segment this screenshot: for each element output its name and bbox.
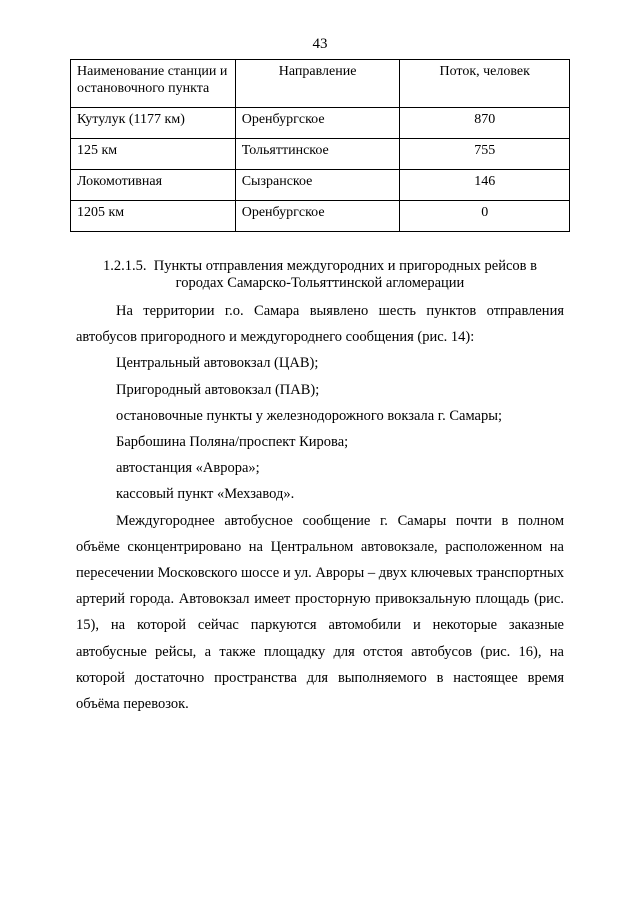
table-row <box>71 139 570 170</box>
cell-flow: 755 <box>400 139 570 170</box>
cell-station: Кутулук (1177 км) <box>71 108 236 139</box>
cell-direction: Сызранское <box>235 170 400 201</box>
section-number: 1.2.1.5. <box>103 258 147 274</box>
cell-station: 125 км <box>71 139 236 170</box>
station-flow-table <box>70 59 570 232</box>
cell-flow: 0 <box>400 201 570 232</box>
cell-station: Локомотивная <box>71 170 236 201</box>
list-item: Центральный автовокзал (ЦАВ); <box>116 355 319 372</box>
list-item: автостанция «Аврора»; <box>116 460 260 477</box>
header-direction: Направление <box>235 60 400 108</box>
table-header-row <box>71 60 570 108</box>
cell-station: 1205 км <box>71 201 236 232</box>
cell-direction: Тольяттинское <box>235 139 400 170</box>
table-row <box>71 170 570 201</box>
cell-flow: 146 <box>400 170 570 201</box>
header-flow: Поток, человек <box>400 60 570 108</box>
list-item: Барбошина Поляна/проспект Кирова; <box>116 434 349 451</box>
cell-direction: Оренбургское <box>235 201 400 232</box>
section-title-line2: городах Самарско-Тольяттинской агломерации <box>175 275 465 291</box>
header-station: Наименование станции и остановочного пункта <box>71 60 236 108</box>
table-row <box>71 108 570 139</box>
intro-paragraph: На территории г.о. Самара выявлено шесть пунктов отправления автобусов пригородного и междугороднего сообщения (рис. 14): <box>76 303 564 346</box>
section-title-line1: Пункты отправления междугородних и пригородных рейсов в <box>153 258 537 274</box>
page-number: 43 <box>312 36 328 52</box>
main-paragraph: Междугороднее автобусное сообщение г. Самары почти в полном объёме сконцентрировано на Центральном автовокзале, расположенном на пересечении Московского шоссе и ул. Авроры – двух ключевых транспортных артерий города. Автовокзал имеет просторную привокзальную площадь (рис. 15), на которой сейчас паркуются автомобили и некоторые заказные автобусные рейсы, а также площадку для отстоя автобусов (рис. 16), на которой достаточно пространства для выполняемого в настоящее время объёма перевозок. <box>76 512 564 713</box>
list-item: остановочные пункты у железнодорожного вокзала г. Самары; <box>116 407 503 424</box>
body-text <box>76 298 564 717</box>
cell-flow: 870 <box>400 108 570 139</box>
list-item: кассовый пункт «Мехзавод». <box>116 486 295 503</box>
cell-direction: Оренбургское <box>235 108 400 139</box>
table-row <box>71 201 570 232</box>
section-heading <box>70 258 570 292</box>
list-item: Пригородный автовокзал (ПАВ); <box>116 381 320 398</box>
